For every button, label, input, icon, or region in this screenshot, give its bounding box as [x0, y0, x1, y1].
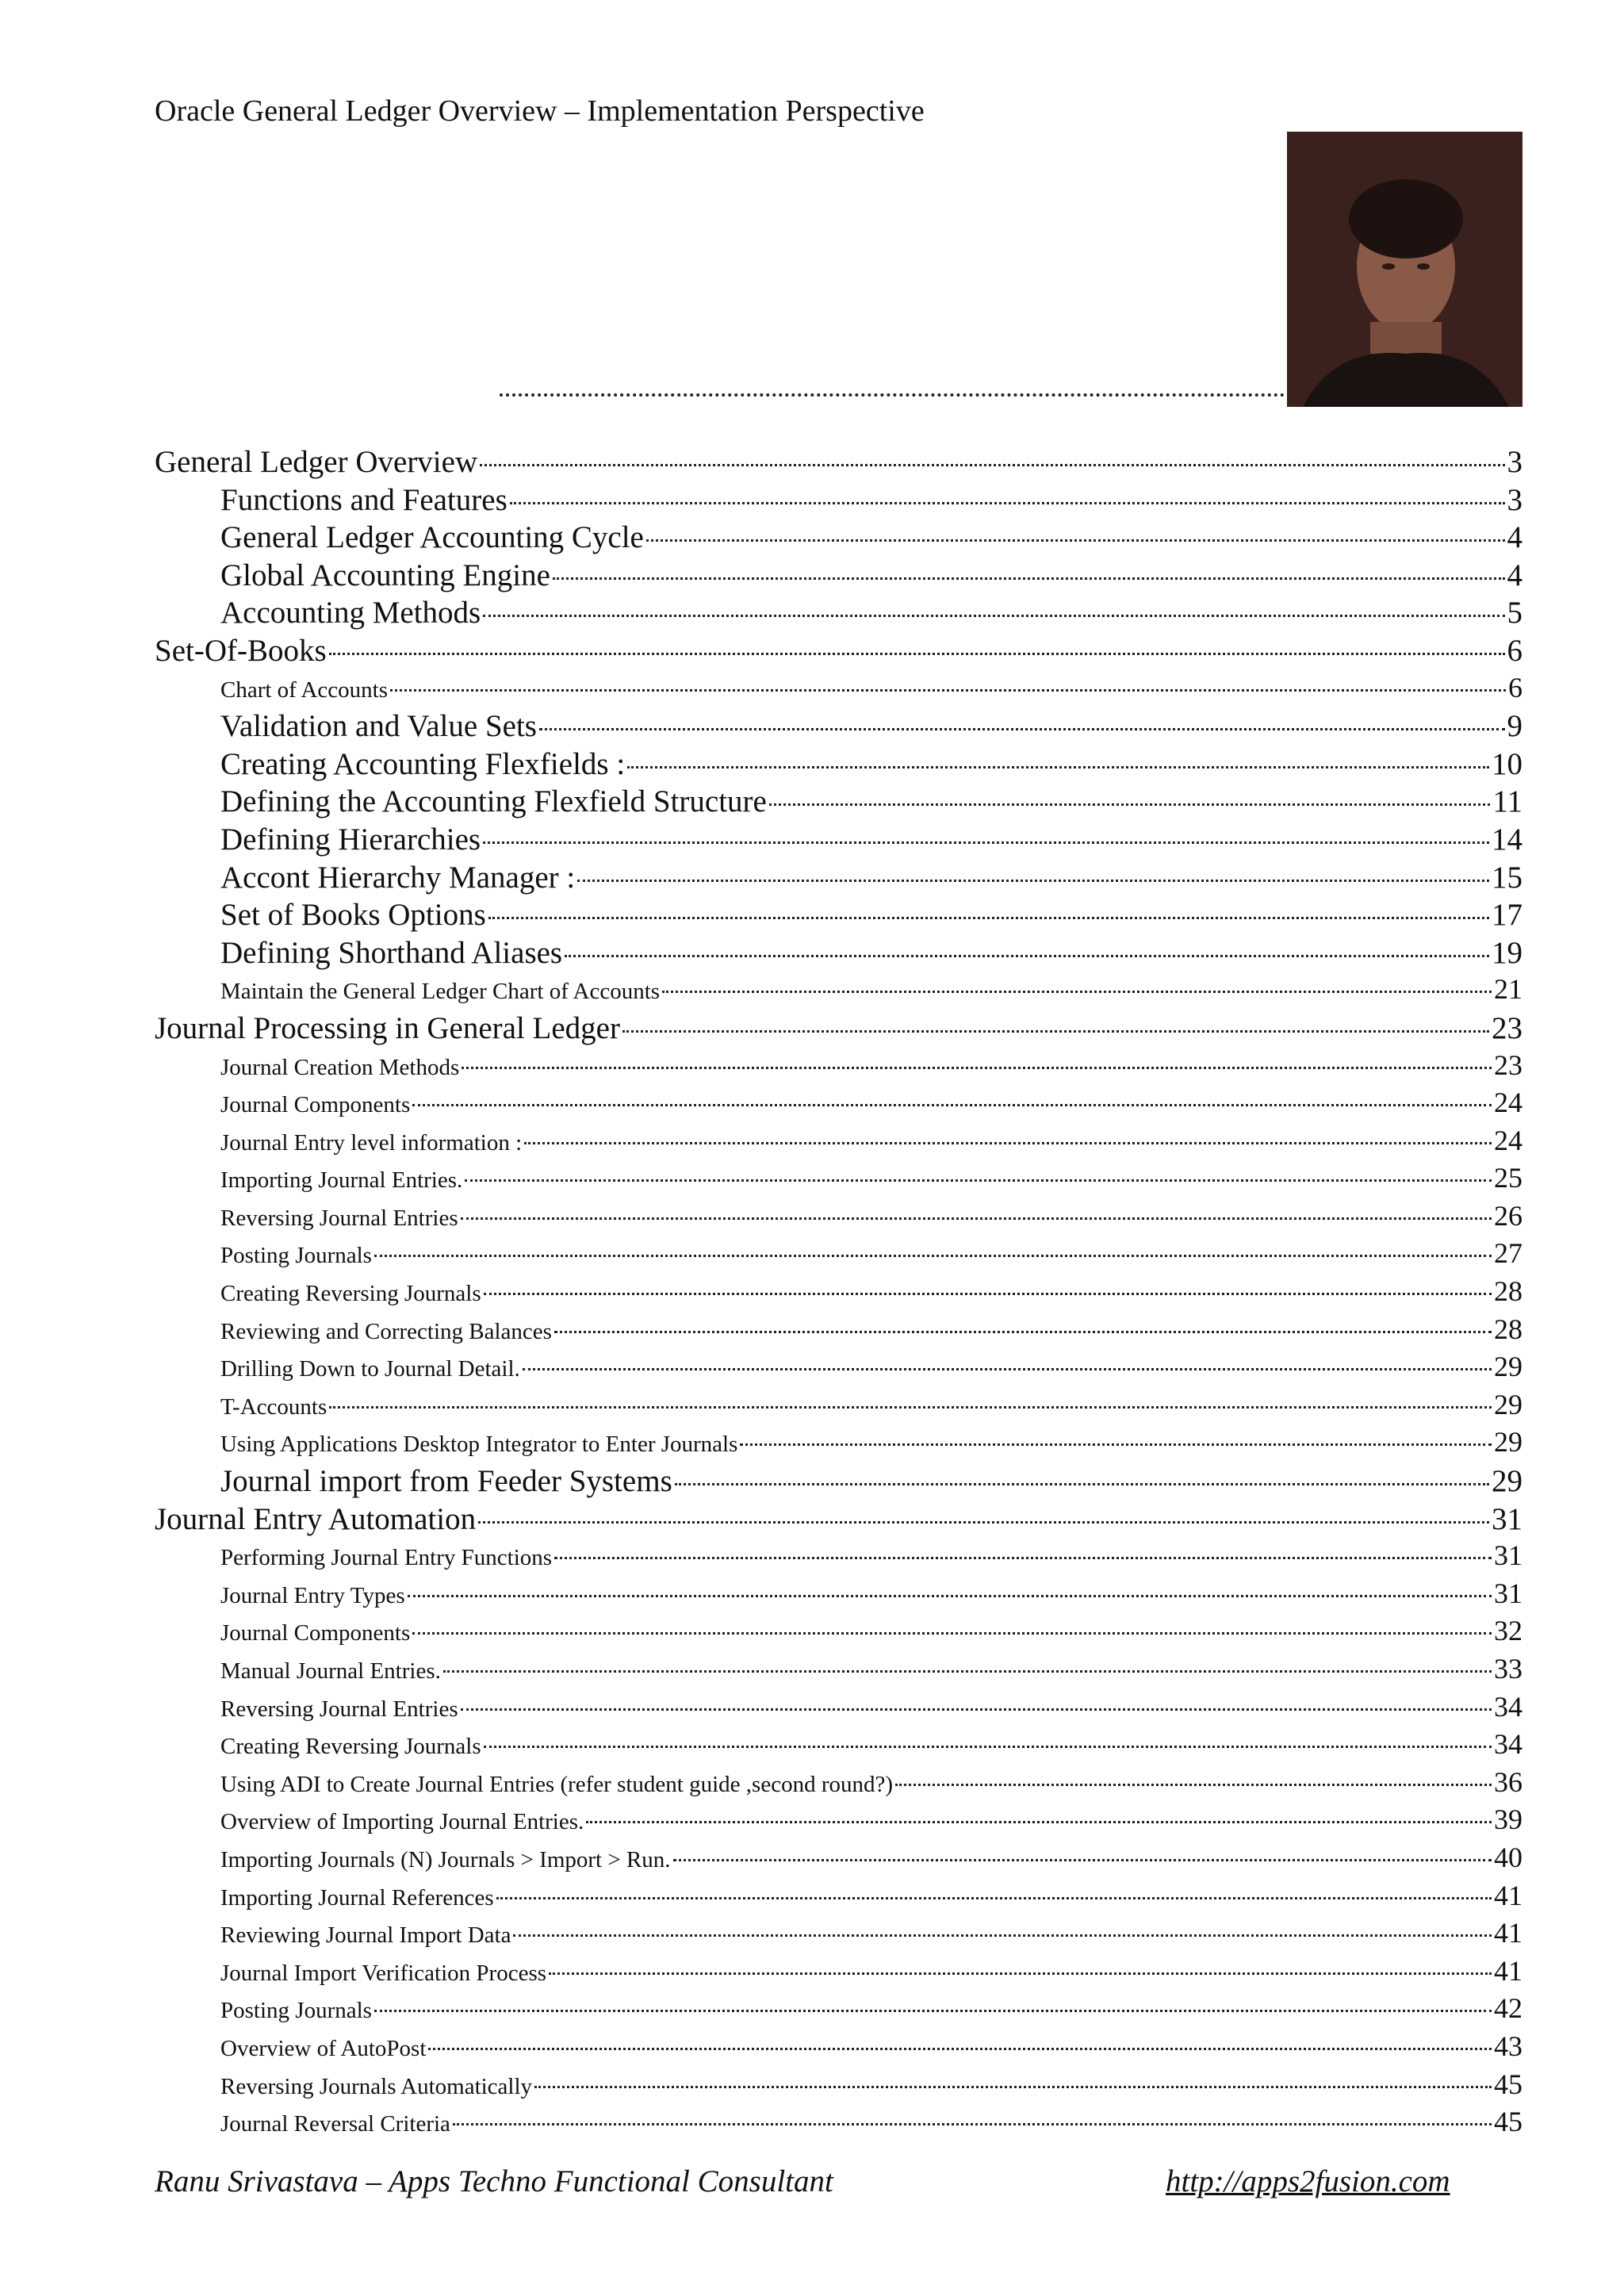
toc-entry[interactable] — [155, 2030, 1522, 2068]
toc-entry-title: Performing Journal Entry Functions — [220, 1545, 553, 1571]
toc-entry-title: Journal Components — [220, 1092, 411, 1118]
toc-dot-leader — [769, 803, 1491, 806]
toc-entry[interactable] — [155, 1954, 1522, 1992]
toc-entry[interactable] — [155, 1803, 1522, 1841]
toc-dot-leader — [412, 1104, 1492, 1106]
toc-dot-leader — [329, 1406, 1492, 1409]
toc-page-number: 14 — [1492, 822, 1522, 857]
toc-entry[interactable] — [155, 519, 1522, 558]
toc-entry[interactable] — [155, 746, 1522, 784]
toc-dot-leader — [553, 577, 1505, 580]
toc-dot-leader — [740, 1443, 1492, 1446]
toc-entry-title: Creating Reversing Journals — [220, 1734, 481, 1760]
toc-entry-title: Defining Hierarchies — [220, 822, 481, 857]
toc-entry[interactable] — [155, 1652, 1522, 1690]
toc-entry[interactable] — [155, 633, 1522, 671]
toc-page-number: 26 — [1494, 1199, 1522, 1232]
footer-url-link[interactable]: http://apps2fusion.com — [1166, 2164, 1450, 2198]
toc-entry-title: Defining the Accounting Flexfield Structure — [220, 784, 767, 819]
toc-dot-leader — [524, 1142, 1492, 1144]
toc-dot-leader — [675, 1483, 1489, 1485]
toc-dot-leader — [462, 1067, 1492, 1069]
toc-entry-title: Posting Journals — [220, 1998, 372, 2024]
toc-entry[interactable] — [155, 1048, 1522, 1087]
toc-entry-title: Journal Entry Automation — [155, 1501, 477, 1536]
toc-entry-title: Reviewing and Correcting Balances — [220, 1318, 552, 1344]
toc-entry-title: Accounting Methods — [220, 596, 481, 631]
toc-entry[interactable] — [155, 897, 1522, 935]
toc-entry-title: Reversing Journals Automatically — [220, 2073, 533, 2099]
toc-entry[interactable] — [155, 1124, 1522, 1162]
toc-entry[interactable] — [155, 558, 1522, 596]
toc-page-number: 4 — [1507, 520, 1522, 555]
toc-page-number: 33 — [1494, 1653, 1522, 1685]
toc-dot-leader — [662, 991, 1492, 993]
toc-dot-leader — [478, 1521, 1489, 1524]
toc-page-number: 11 — [1492, 784, 1522, 819]
toc-page-number: 34 — [1494, 1690, 1522, 1723]
toc-dot-leader — [465, 1179, 1492, 1182]
toc-entry-title: Journal Entry Types — [220, 1582, 405, 1608]
toc-entry-title: Journal Entry level information : — [220, 1129, 523, 1156]
toc-dot-leader — [513, 1934, 1492, 1937]
toc-page-number: 25 — [1494, 1162, 1522, 1194]
toc-entry[interactable] — [155, 1879, 1522, 1917]
toc-entry[interactable] — [155, 671, 1522, 709]
toc-entry-title: Chart of Accounts — [220, 677, 389, 703]
toc-entry[interactable] — [155, 482, 1522, 520]
toc-entry-title: Using ADI to Create Journal Entries (refer student guide ,second round?) — [220, 1771, 894, 1797]
toc-entry[interactable] — [155, 1501, 1522, 1539]
toc-dot-leader — [554, 1557, 1492, 1559]
toc-entry[interactable] — [155, 1614, 1522, 1652]
table-of-contents — [155, 444, 1522, 2143]
toc-page-number: 45 — [1494, 2106, 1522, 2138]
toc-page-number: 36 — [1494, 1765, 1522, 1798]
toc-entry-title: Journal import from Feeder Systems — [220, 1464, 672, 1499]
toc-entry-title: Functions and Features — [220, 482, 508, 517]
toc-page-number: 9 — [1507, 709, 1522, 744]
toc-page-number: 29 — [1492, 1464, 1522, 1499]
toc-entry[interactable] — [155, 1425, 1522, 1463]
toc-page-number: 3 — [1507, 445, 1522, 479]
toc-page-number: 17 — [1492, 898, 1522, 933]
toc-page-number: 23 — [1494, 1048, 1522, 1081]
toc-entry-title: Overview of Importing Journal Entries. — [220, 1809, 584, 1835]
toc-page-number: 40 — [1494, 1841, 1522, 1873]
photo-leader-dots — [500, 382, 1285, 397]
author-photo — [1287, 132, 1522, 407]
toc-entry[interactable] — [155, 1577, 1522, 1615]
toc-entry-title: Manual Journal Entries. — [220, 1658, 441, 1684]
toc-entry[interactable] — [155, 1727, 1522, 1765]
toc-entry[interactable] — [155, 1274, 1522, 1313]
toc-dot-leader — [554, 1331, 1492, 1333]
toc-dot-leader — [549, 1972, 1492, 1975]
toc-entry[interactable] — [155, 2105, 1522, 2143]
toc-entry[interactable] — [155, 1991, 1522, 2030]
toc-entry-title: Set of Books Options — [220, 898, 486, 933]
footer-author: Ranu Srivastava – Apps Techno Functional Consultant — [155, 2164, 833, 2198]
toc-entry-title: General Ledger Overview — [155, 445, 478, 479]
toc-entry[interactable] — [155, 1690, 1522, 1728]
toc-entry-title: Journal Components — [220, 1620, 411, 1646]
toc-page-number: 6 — [1507, 633, 1522, 668]
toc-dot-leader — [586, 1821, 1492, 1823]
toc-entry-title: Reversing Journal Entries — [220, 1205, 458, 1231]
toc-entry[interactable] — [155, 860, 1522, 898]
toc-dot-leader — [484, 1293, 1492, 1295]
toc-dot-leader — [329, 653, 1505, 655]
toc-entry-title: General Ledger Accounting Cycle — [220, 520, 644, 555]
toc-page-number: 6 — [1508, 671, 1522, 703]
toc-entry[interactable] — [155, 708, 1522, 746]
toc-dot-leader — [510, 502, 1505, 504]
toc-entry-title: Overview of AutoPost — [220, 2035, 427, 2061]
toc-dot-leader — [461, 1708, 1492, 1711]
toc-dot-leader — [428, 2048, 1492, 2050]
toc-dot-leader — [453, 2123, 1492, 2125]
toc-page-number: 34 — [1494, 1728, 1522, 1761]
toc-entry[interactable] — [155, 1161, 1522, 1199]
toc-dot-leader — [534, 2086, 1492, 2088]
toc-dot-leader — [408, 1595, 1492, 1597]
toc-page-number: 3 — [1507, 482, 1522, 517]
toc-dot-leader — [577, 880, 1489, 882]
toc-page-number: 45 — [1494, 2068, 1522, 2100]
toc-entry[interactable] — [155, 1236, 1522, 1274]
toc-entry[interactable] — [155, 1916, 1522, 1954]
toc-page-number: 4 — [1507, 558, 1522, 592]
toc-dot-leader — [374, 1255, 1492, 1257]
toc-entry-title: Posting Journals — [220, 1243, 372, 1269]
toc-entry-title: Validation and Value Sets — [220, 709, 537, 744]
toc-page-number: 29 — [1494, 1426, 1522, 1458]
toc-page-number: 23 — [1492, 1010, 1522, 1045]
toc-entry[interactable] — [155, 1463, 1522, 1501]
toc-entry-title: Journal Creation Methods — [220, 1054, 460, 1080]
toc-page-number: 5 — [1507, 596, 1522, 631]
toc-dot-leader — [461, 1217, 1492, 1220]
toc-entry[interactable] — [155, 1388, 1522, 1426]
toc-page-number: 10 — [1492, 746, 1522, 781]
toc-page-number: 28 — [1494, 1313, 1522, 1345]
toc-entry[interactable] — [155, 1841, 1522, 1879]
toc-entry-title: Using Applications Desktop Integrator to Enter Journals — [220, 1432, 738, 1458]
toc-dot-leader — [627, 766, 1489, 769]
toc-page-number: 43 — [1494, 2030, 1522, 2062]
toc-page-number: 41 — [1494, 1879, 1522, 1911]
toc-page-number: 41 — [1494, 1917, 1522, 1949]
toc-dot-leader — [646, 539, 1505, 542]
toc-dot-leader — [483, 841, 1489, 844]
toc-page-number: 15 — [1492, 860, 1522, 895]
toc-page-number: 42 — [1494, 1992, 1522, 2025]
toc-entry[interactable] — [155, 1199, 1522, 1237]
toc-entry[interactable] — [155, 1765, 1522, 1803]
toc-dot-leader — [523, 1368, 1492, 1370]
toc-entry-title: Maintain the General Ledger Chart of Accounts — [220, 979, 661, 1005]
toc-entry[interactable] — [155, 822, 1522, 860]
toc-entry[interactable] — [155, 1539, 1522, 1577]
toc-entry[interactable] — [155, 2068, 1522, 2106]
toc-entry-title: Reversing Journal Entries — [220, 1696, 458, 1722]
toc-entry-title: Global Accounting Engine — [220, 558, 550, 592]
toc-entry-title: Journal Import Verification Process — [220, 1960, 547, 1986]
toc-dot-leader — [412, 1632, 1492, 1635]
toc-dot-leader — [565, 955, 1489, 957]
toc-dot-leader — [496, 1897, 1492, 1899]
toc-entry[interactable] — [155, 784, 1522, 822]
toc-dot-leader — [895, 1784, 1492, 1786]
toc-entry[interactable] — [155, 972, 1522, 1010]
toc-entry-title: Accont Hierarchy Manager : — [220, 860, 576, 895]
toc-dot-leader — [622, 1030, 1489, 1033]
toc-entry-title: Drilling Down to Journal Detail. — [220, 1356, 520, 1382]
toc-entry-title: Importing Journal References — [220, 1884, 494, 1911]
toc-page-number: 29 — [1494, 1388, 1522, 1420]
toc-page-number: 19 — [1492, 935, 1522, 970]
toc-entry-title: Defining Shorthand Aliases — [220, 935, 563, 970]
toc-page-number: 28 — [1494, 1275, 1522, 1308]
toc-entry[interactable] — [155, 1350, 1522, 1388]
toc-entry-title: Creating Accounting Flexfields : — [220, 746, 626, 781]
toc-entry-title: T-Accounts — [220, 1393, 327, 1420]
toc-entry[interactable] — [155, 595, 1522, 633]
toc-entry-title: Journal Reversal Criteria — [220, 2111, 450, 2137]
toc-entry[interactable] — [155, 1086, 1522, 1124]
toc-page-number: 21 — [1494, 973, 1522, 1006]
toc-page-number: 39 — [1494, 1803, 1522, 1836]
toc-dot-leader — [480, 464, 1504, 466]
toc-page-number: 32 — [1494, 1615, 1522, 1647]
toc-page-number: 41 — [1494, 1954, 1522, 1987]
toc-entry-title: Importing Journal Entries. — [220, 1167, 463, 1194]
toc-dot-leader — [484, 1746, 1492, 1748]
toc-entry-title: Journal Processing in General Ledger — [155, 1010, 620, 1045]
toc-page-number: 31 — [1494, 1577, 1522, 1609]
toc-entry[interactable] — [155, 1313, 1522, 1351]
toc-page-number: 24 — [1494, 1087, 1522, 1119]
toc-page-number: 31 — [1494, 1539, 1522, 1572]
page-header-title: Oracle General Ledger Overview – Implementation Perspective — [155, 94, 925, 128]
toc-page-number: 31 — [1492, 1501, 1522, 1536]
toc-dot-leader — [483, 615, 1504, 617]
toc-entry-title: Creating Reversing Journals — [220, 1281, 481, 1307]
toc-entry[interactable] — [155, 935, 1522, 973]
toc-page-number: 27 — [1494, 1237, 1522, 1270]
toc-dot-leader — [539, 728, 1505, 730]
toc-entry-title: Set-Of-Books — [155, 633, 327, 668]
toc-dot-leader — [443, 1670, 1492, 1673]
toc-entry[interactable] — [155, 1010, 1522, 1048]
toc-dot-leader — [374, 2010, 1492, 2012]
toc-page-number: 29 — [1494, 1351, 1522, 1383]
toc-page-number: 24 — [1494, 1124, 1522, 1156]
toc-dot-leader — [488, 917, 1489, 919]
toc-dot-leader — [673, 1859, 1492, 1861]
toc-entry-title: Importing Journals (N) Journals > Import > Run. — [220, 1846, 671, 1872]
toc-entry[interactable] — [155, 444, 1522, 482]
toc-entry-title: Reviewing Journal Import Data — [220, 1922, 511, 1949]
toc-dot-leader — [390, 689, 1506, 692]
